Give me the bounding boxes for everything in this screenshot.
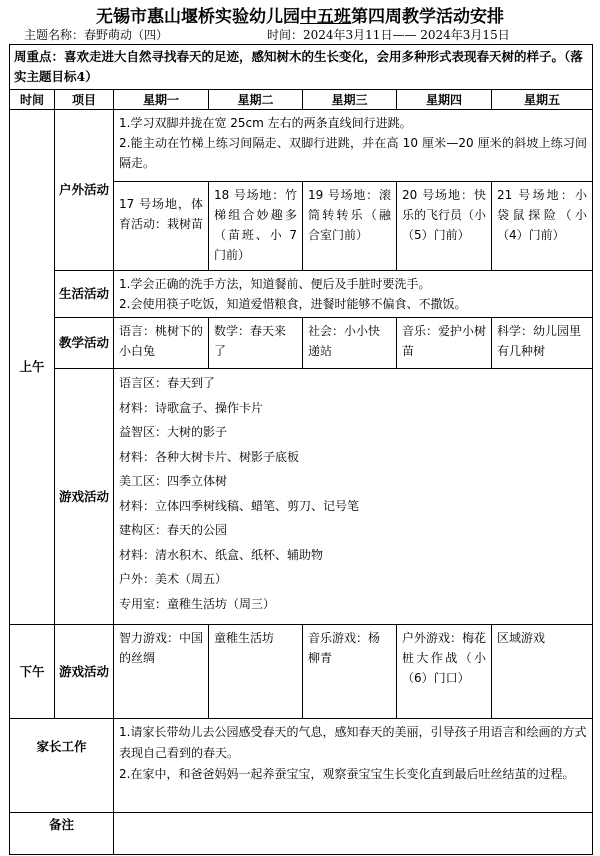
- play-pm-tuesday: 童稚生活坊: [209, 625, 303, 719]
- life-label: 生活活动: [55, 271, 114, 318]
- play-am-row: [10, 369, 593, 625]
- morning-label: 上午: [10, 110, 55, 625]
- header-row: [10, 90, 593, 110]
- header-thursday: 星期四: [397, 90, 492, 110]
- afternoon-row: [10, 625, 593, 719]
- life-row: [10, 271, 593, 318]
- outdoor-goals-row: [10, 110, 593, 182]
- header-item: 项目: [55, 90, 114, 110]
- outdoor-tuesday: 18 号场地：竹梯组合妙趣多（苗班、小 7 门前）: [209, 182, 303, 271]
- life-goal-2: 2.会使用筷子吃饭，知道爱惜粮食，进餐时能够不偏食、不撒饭。: [119, 297, 467, 311]
- weekly-focus-row: [10, 45, 593, 90]
- outdoor-label: 户外活动: [55, 110, 114, 271]
- parents-label: 家长工作: [10, 719, 114, 813]
- header-time: 时间: [10, 90, 55, 110]
- teaching-friday: 科学：幼儿园里有几种树: [492, 318, 593, 369]
- life-goals: [114, 271, 593, 318]
- play-pm-label: 游戏活动: [55, 625, 114, 719]
- outdoor-wednesday: 19 号场地：滚筒转转乐（融合室门前）: [303, 182, 397, 271]
- title-plan: 第四周教学活动安排: [351, 7, 504, 27]
- outdoor-friday: 21 号场地：小袋鼠探险（小（4）门前）: [492, 182, 593, 271]
- play-material-puzzle: 材料：各种大树卡片、树影子底板: [119, 449, 300, 464]
- teaching-wednesday: 社会：小小快递站: [303, 318, 397, 369]
- teaching-tuesday: 数学：春天来了: [209, 318, 303, 369]
- teaching-row: [10, 318, 593, 369]
- page-title: [0, 2, 600, 27]
- parents-row: [10, 719, 593, 813]
- life-goal-1: 1.学会正确的洗手方法，知道餐前、便后及手脏时要洗手。: [119, 277, 431, 291]
- teaching-monday: 语言：桃树下的小白兔: [114, 318, 209, 369]
- play-area-language: 语言区：春天到了: [119, 376, 216, 390]
- play-pm-friday: 区域游戏: [492, 625, 593, 719]
- play-outdoor: 户外：美术（周五）: [119, 572, 228, 586]
- remarks-content: [114, 813, 593, 855]
- play-area-puzzle: 益智区：大树的影子: [119, 425, 228, 439]
- parents-note-2: 2.在家中，和爸爸妈妈一起养蚕宝宝，观察蚕宝宝生长变化直到最后吐丝结茧的过程。: [119, 767, 575, 781]
- outdoor-thursday: 20 号场地：快乐的飞行员（小（5）门前）: [397, 182, 492, 271]
- play-area-art: 美工区：四季立体树: [119, 474, 228, 488]
- schedule-table: [9, 44, 593, 855]
- play-area-building: 建构区：春天的公园: [119, 523, 228, 537]
- afternoon-label: 下午: [10, 625, 55, 719]
- play-pm-monday: 智力游戏：中国的丝绸: [114, 625, 209, 719]
- outdoor-goal-1: 1.学习双脚并拢在宽 25cm 左右的两条直线间行进跳。: [119, 116, 412, 130]
- theme-label: 主题名称：春野萌动（四）: [24, 28, 169, 42]
- play-material-language: 材料：诗歌盒子、操作卡片: [119, 400, 264, 415]
- play-pm-wednesday: 音乐游戏：杨柳青: [303, 625, 397, 719]
- play-am-areas: [114, 369, 593, 625]
- outdoor-monday: 17 号场地，体育活动：栽树苗: [114, 182, 209, 271]
- parents-notes: [114, 719, 593, 813]
- remarks-label: 备注: [10, 813, 114, 855]
- play-special-room: 专用室：童稚生活坊（周三）: [119, 596, 276, 611]
- weekly-focus: 周重点：喜欢走进大自然寻找春天的足迹，感知树木的生长变化，会用多种形式表现春天树的样子。（落实主题目标4）: [10, 45, 593, 90]
- outdoor-goals: [114, 110, 593, 182]
- header-tuesday: 星期二: [209, 90, 303, 110]
- header-wednesday: 星期三: [303, 90, 397, 110]
- header-monday: 星期一: [114, 90, 209, 110]
- time-label: 时间：2024年3月11日—— 2024年3月15日: [267, 28, 510, 42]
- outdoor-goal-2: 2.能主动在竹梯上练习间隔走、双脚行进跳，并在高 10 厘米—20 厘米的斜坡上练习间隔走。: [119, 136, 588, 170]
- header-friday: 星期五: [492, 90, 593, 110]
- title-class: 中五班: [300, 7, 351, 27]
- title-school: 无锡市惠山堰桥实验幼儿园: [96, 7, 300, 27]
- teaching-label: 教学活动: [55, 318, 114, 369]
- play-am-label: 游戏活动: [55, 369, 114, 625]
- play-pm-thursday: 户外游戏：梅花桩大作战（小（6）门口）: [397, 625, 492, 719]
- play-material-art: 材料：立体四季树线稿、蜡笔、剪刀、记号笔: [119, 498, 360, 513]
- teaching-thursday: 音乐：爱护小树苗: [397, 318, 492, 369]
- remarks-row: [10, 813, 593, 855]
- parents-note-1: 1.请家长带幼儿去公园感受春天的气息，感知春天的美丽，引导孩子用语言和绘画的方式表现自己看到的春天。: [119, 725, 587, 760]
- play-material-building: 材料：清水积木、纸盒、纸杯、辅助物: [119, 547, 324, 562]
